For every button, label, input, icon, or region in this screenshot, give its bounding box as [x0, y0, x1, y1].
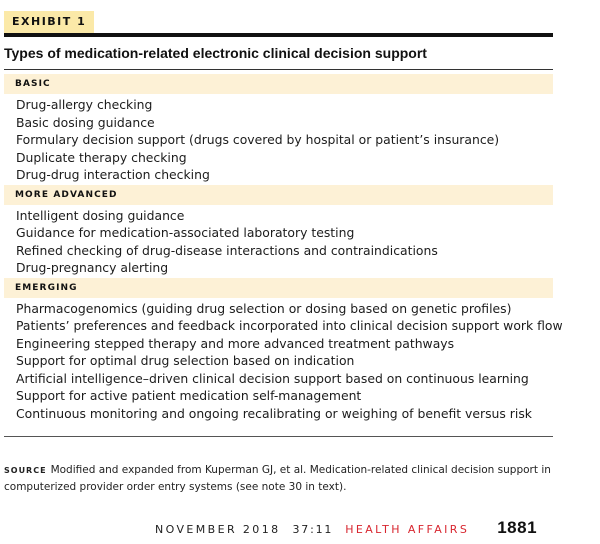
list-item: Engineering stepped therapy and more advanced treatment pathways: [16, 335, 455, 351]
footer-volume: 37:11: [292, 523, 334, 536]
list-item: Drug-allergy checking: [16, 97, 153, 112]
list-item: Artificial intelligence–driven clinical decision support based on continuous learning: [16, 370, 529, 386]
footer-journal: HEALTH AFFAIRS: [345, 523, 470, 536]
list-item: Patients’ preferences and feedback incorporated into clinical decision support work flow: [16, 318, 563, 333]
section-emerging: [4, 278, 563, 424]
list-item: Support for optimal drug selection based on indication: [16, 353, 355, 368]
section-items-basic: [4, 94, 553, 185]
exhibit-label: EXHIBIT 1: [4, 11, 94, 33]
section-basic: [4, 74, 553, 185]
section-items-more-advanced: [4, 205, 553, 278]
section-header-basic: BASIC: [4, 74, 553, 94]
list-item: Guidance for medication-associated laboratory testing: [16, 225, 355, 240]
source-note: [4, 462, 564, 496]
section-items-emerging: [4, 298, 563, 424]
section-header-more-advanced: MORE ADVANCED: [4, 185, 553, 205]
footer-date: NOVEMBER 2018: [155, 523, 281, 536]
list-item: Basic dosing guidance: [16, 114, 155, 130]
section-header-emerging: EMERGING: [4, 278, 553, 298]
title-rule: [4, 69, 553, 70]
top-rule: [4, 33, 553, 37]
page-footer: [155, 517, 537, 539]
decision-support-table: [4, 74, 563, 423]
list-item: Formulary decision support (drugs covered by hospital or patient’s insurance): [16, 132, 500, 147]
source-text: Modified and expanded from Kuperman GJ, et al. Medication-related clinical decision support in computerized provider order entry systems (see note 30 in text).: [4, 464, 551, 493]
bottom-rule: [4, 436, 553, 437]
section-more-advanced: [4, 185, 553, 278]
list-item: Refined checking of drug-disease interactions and contraindications: [16, 242, 438, 258]
source-label: SOURCE: [4, 466, 47, 475]
list-item: Pharmacogenomics (guiding drug selection or dosing based on genetic profiles): [16, 300, 512, 316]
list-item: Continuous monitoring and ongoing recalibrating or weighing of benefit versus risk: [16, 405, 532, 421]
list-item: Support for active patient medication self-management: [16, 388, 362, 403]
list-item: Intelligent dosing guidance: [16, 207, 185, 223]
list-item: Drug-pregnancy alerting: [16, 260, 169, 275]
list-item: Drug-drug interaction checking: [16, 167, 210, 182]
footer-page-number: 1881: [497, 518, 538, 537]
list-item: Duplicate therapy checking: [16, 149, 187, 165]
exhibit-title: Types of medication-related electronic clinical decision support: [4, 45, 427, 61]
